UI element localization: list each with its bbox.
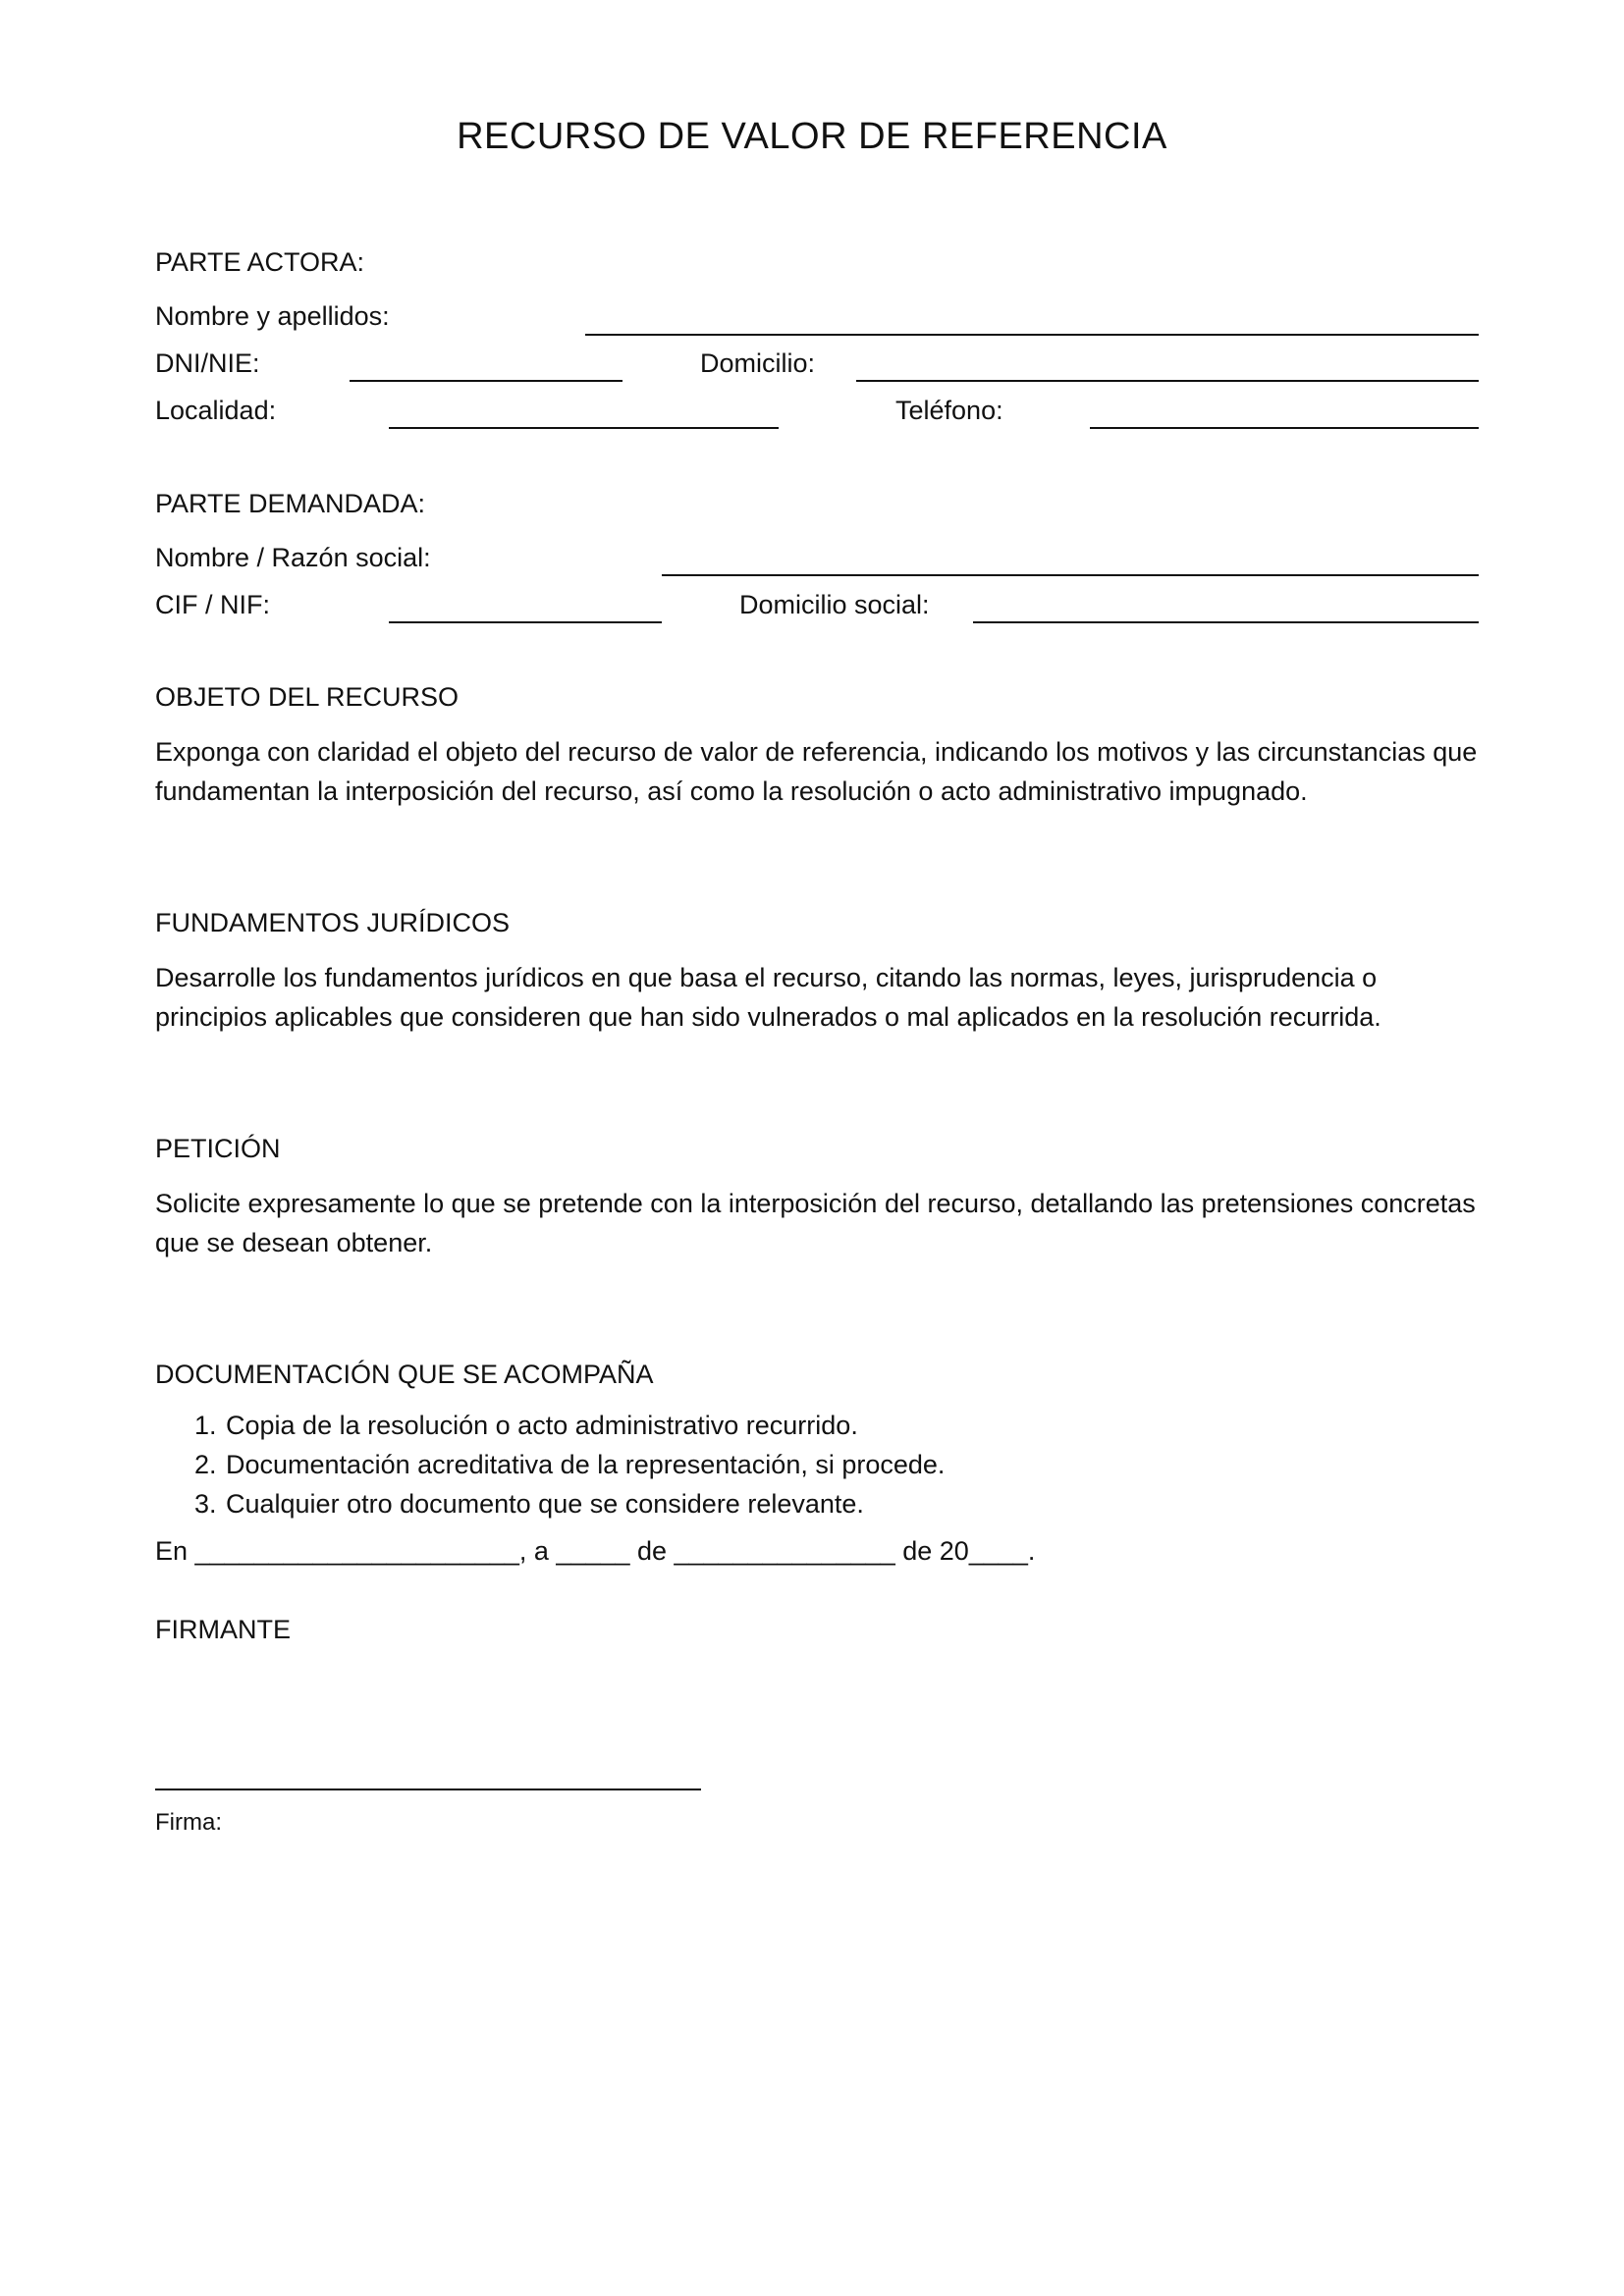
fundamentos-heading: FUNDAMENTOS JURÍDICOS <box>155 908 511 937</box>
objeto-heading: OBJETO DEL RECURSO <box>155 682 460 712</box>
list-item: 1. Copia de la resolución o acto administrativo recurrido. <box>224 1406 945 1445</box>
razon-social-label: Nombre / Razón social: <box>155 543 431 572</box>
list-item: 3. Cualquier otro documento que se considere relevante. <box>224 1484 945 1523</box>
domicilio-social-label: Domicilio social: <box>739 590 930 619</box>
objeto-text: Exponga con claridad el objeto del recurso de valor de referencia, indicando los motivos y las circunstancias que fundamentan la interposición del recurso, así como la resolución o acto administrativo impugnado. <box>155 737 1478 806</box>
documentacion-list <box>155 1406 945 1523</box>
parte-demandada-heading: PARTE DEMANDADA: <box>155 489 426 518</box>
domicilio-social-field[interactable] <box>973 621 1479 623</box>
cif-nif-field[interactable] <box>389 621 662 623</box>
telefono-label: Teléfono: <box>895 396 1003 425</box>
razon-social-field[interactable] <box>662 574 1479 576</box>
parte-actora-heading: PARTE ACTORA: <box>155 247 365 277</box>
fundamentos-text: Desarrolle los fundamentos jurídicos en que basa el recurso, citando las normas, leyes, jurisprudencia o principios aplicables que consideren que han sido vulnerados o mal aplicados en la resolución recurrida. <box>155 963 1381 1032</box>
fecha-line[interactable]: En ______________________, a _____ de _______________ de 20____. <box>155 1536 1036 1566</box>
localidad-label: Localidad: <box>155 396 277 425</box>
signature-line[interactable] <box>155 1789 701 1790</box>
nombre-apellidos-field[interactable] <box>585 334 1479 336</box>
document-title: RECURSO DE VALOR DE REFERENCIA <box>457 116 1167 157</box>
peticion-text: Solicite expresamente lo que se pretende con la interposición del recurso, detallando las pretensiones concretas que se desean obtener. <box>155 1189 1476 1257</box>
dni-nie-label: DNI/NIE: <box>155 348 260 378</box>
localidad-field[interactable] <box>389 427 779 429</box>
telefono-field[interactable] <box>1090 427 1479 429</box>
peticion-heading: PETICIÓN <box>155 1134 281 1163</box>
domicilio-field[interactable] <box>856 380 1479 382</box>
documentacion-heading: DOCUMENTACIÓN QUE SE ACOMPAÑA <box>155 1360 654 1389</box>
domicilio-label: Domicilio: <box>700 348 816 378</box>
firma-label: Firma: <box>155 1809 222 1836</box>
dni-nie-field[interactable] <box>350 380 623 382</box>
cif-nif-label: CIF / NIF: <box>155 590 270 619</box>
nombre-apellidos-label: Nombre y apellidos: <box>155 301 390 331</box>
list-item: 2. Documentación acreditativa de la representación, si procede. <box>224 1445 945 1484</box>
firmante-heading: FIRMANTE <box>155 1615 291 1644</box>
